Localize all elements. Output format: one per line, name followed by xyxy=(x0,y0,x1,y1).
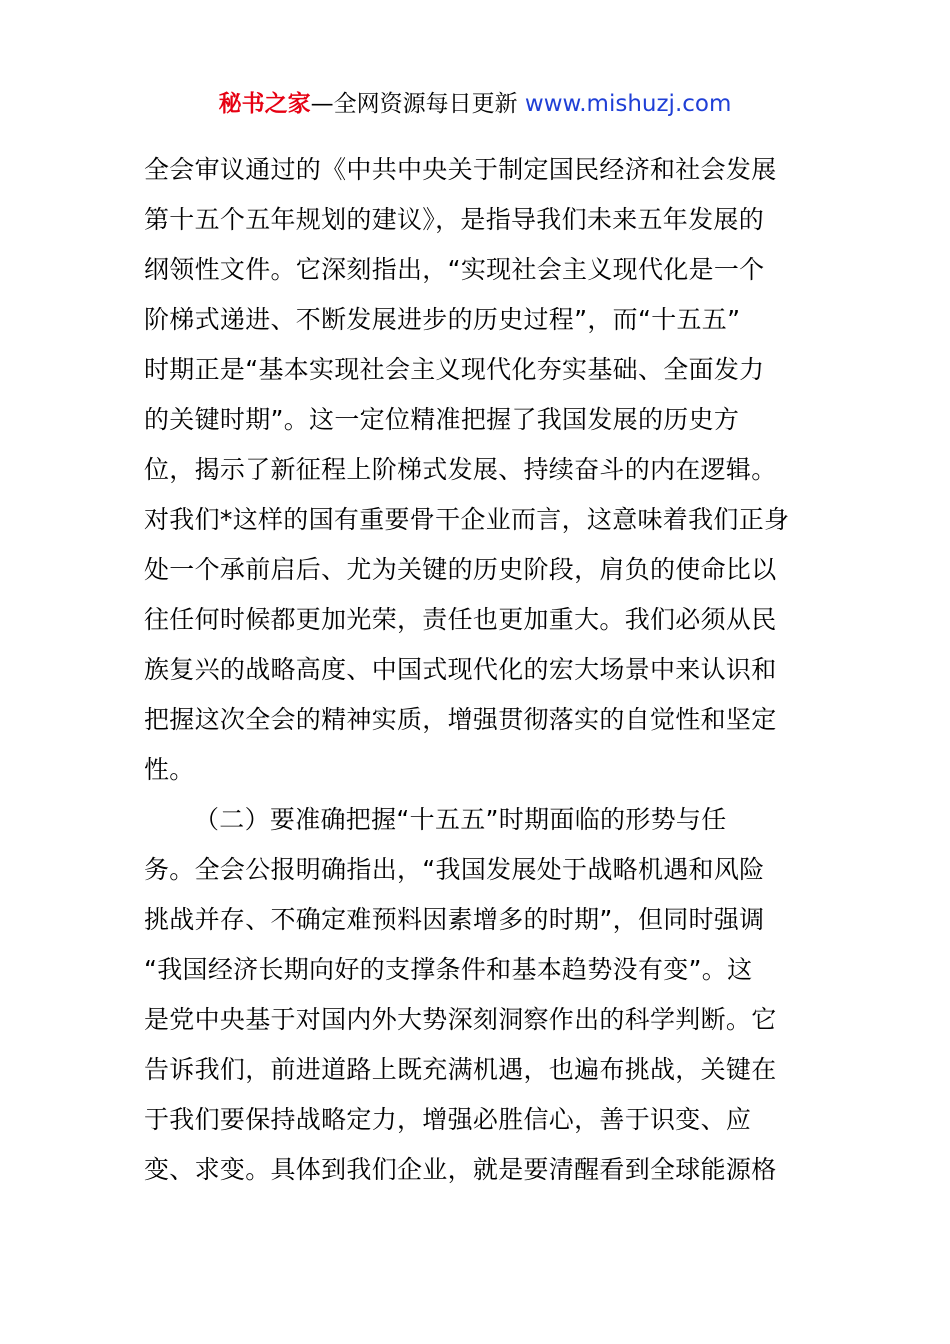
document-body xyxy=(144,145,810,1195)
text-line: 纲领性文件。它深刻指出，“实现社会主义现代化是一个 xyxy=(144,255,765,284)
text-line: 性。 xyxy=(144,755,195,784)
brand-name: 秘书之家 xyxy=(218,91,311,117)
text-line: 是党中央基于对国内外大势深刻洞察作出的科学判断。它 xyxy=(144,1005,777,1034)
text-line: 于我们要保持战略定力，增强必胜信心，善于识变、应 xyxy=(144,1105,752,1134)
text-line: 时期正是“基本实现社会主义现代化夯实基础、全面发力 xyxy=(144,355,765,384)
text-line: 的关键时期”。这一定位精准把握了我国发展的历史方 xyxy=(144,405,740,434)
header-tagline: —全网资源每日更新 xyxy=(310,91,525,117)
text-line: 往任何时候都更加光荣，责任也更加重大。我们必须从民 xyxy=(144,605,777,634)
text-line: 阶梯式递进、不断发展进步的历史过程”，而“十五五” xyxy=(144,305,741,334)
text-line: 位，揭示了新征程上阶梯式发展、持续奋斗的内在逻辑。 xyxy=(144,455,777,484)
text-line: 务。全会公报明确指出，“我国发展处于战略机遇和风险 xyxy=(144,855,765,884)
text-line: 对我们*这样的国有重要骨干企业而言，这意味着我们正身 xyxy=(144,505,790,534)
text-line: 族复兴的战略高度、中国式现代化的宏大场景中来认识和 xyxy=(144,655,777,684)
site-url-link[interactable]: www.mishuzj.com xyxy=(524,91,732,117)
text-line: 处一个承前启后、尤为关键的历史阶段，肩负的使命比以 xyxy=(144,555,777,584)
text-line: 第十五个五年规划的建议》，是指导我们未来五年发展的 xyxy=(144,205,765,234)
text-line: 变、求变。具体到我们企业，就是要清醒看到全球能源格 xyxy=(144,1155,777,1184)
text-line: 挑战并存、不确定难预料因素增多的时期”，但同时强调 xyxy=(144,905,765,934)
text-line: 全会审议通过的《中共中央关于制定国民经济和社会发展 xyxy=(144,155,777,184)
section-heading-line: （二）要准确把握“十五五”时期面临的形势与任 xyxy=(194,805,727,834)
text-line: 把握这次全会的精神实质，增强贯彻落实的自觉性和坚定 xyxy=(144,705,777,734)
text-line: “我国经济长期向好的支撑条件和基本趋势没有变”。这 xyxy=(144,955,753,984)
page-header xyxy=(0,86,950,122)
text-line: 告诉我们，前进道路上既充满机遇，也遍布挑战，关键在 xyxy=(144,1055,777,1084)
